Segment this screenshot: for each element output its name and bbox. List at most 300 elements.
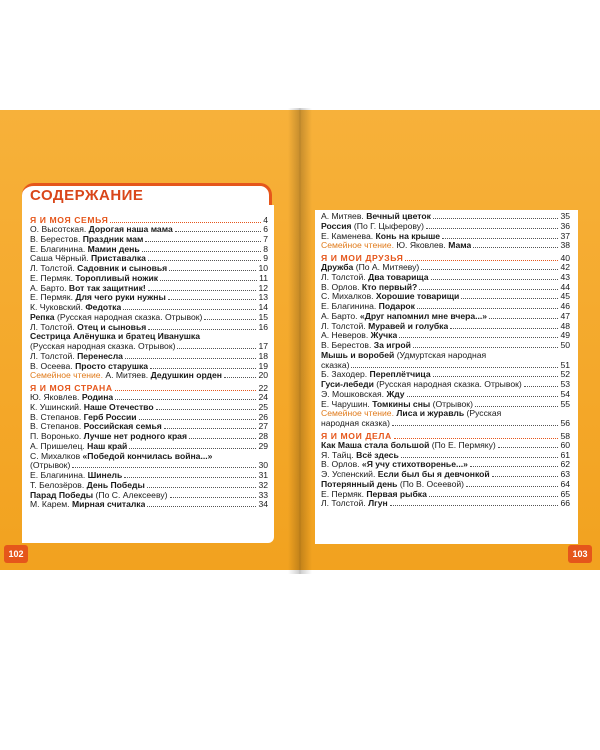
work-title: «Друг напомнил мне вчера...» [359,311,488,321]
toc-page-number: 14 [258,302,268,312]
leader-dots [147,506,256,507]
toc-entry-text [30,461,70,471]
toc-entry [321,322,570,332]
toc-entry-text [30,284,146,294]
author: О. Высотская. [30,225,89,234]
toc-entry-text [321,273,429,283]
leader-dots [148,329,256,330]
family-reading-label: Семейное чтение. [321,408,397,419]
work-title: Родина [81,393,114,402]
toc-page-number: 4 [263,215,268,225]
toc-entry [321,470,570,480]
toc-entry [30,393,268,403]
toc-entry [30,274,268,284]
leader-dots [405,260,558,261]
leader-dots [426,228,558,229]
work-title: Федотка [85,303,122,312]
toc-section-heading [321,253,570,263]
leader-dots [401,457,559,458]
section-title: Я И МОИ ДРУЗЬЯ [321,253,404,263]
leader-dots [433,376,559,377]
work-title: Гуси-лебеди [321,380,377,389]
toc-entry [30,362,268,372]
work-note: (Отрывок) [30,461,71,471]
leader-dots [413,347,558,348]
work-title: Первая рыбка [366,489,427,499]
work-title: Мышь и воробей [321,349,397,360]
toc-entry [321,273,570,283]
leader-dots [142,251,262,252]
toc-entry-text [321,380,522,390]
toc-page-number: 49 [560,330,570,341]
toc-entry-text [321,232,440,242]
right-toc-list [315,210,578,544]
leader-dots [72,467,256,468]
toc-entry [321,283,570,293]
toc-page-number: 55 [560,398,570,409]
toc-entry [321,419,570,429]
book-spine [288,108,312,574]
work-title: Вечный цветок [366,212,431,221]
toc-entry-text [321,322,448,332]
author: Е. Пермяк. [30,273,76,283]
toc-entry-text [321,460,468,470]
toc-entry-text [30,471,122,481]
toc-page-number: 52 [560,369,570,380]
work-title: Праздник мам [82,234,144,244]
author: Э. Мошковская. [321,389,387,399]
toc-entry [321,263,570,273]
author: А. Барто. [30,283,69,293]
toc-entry [30,264,268,274]
work-title: Наше Отечество [83,402,154,412]
author: В. Берестов. [30,234,83,244]
toc-entry [30,225,268,235]
toc-entry [321,361,570,371]
toc-entry [321,490,570,500]
toc-entry-text [321,470,490,480]
toc-page-number: 11 [259,272,268,283]
author: Е. Пермяк. [30,293,76,303]
author: Л. Толстой. [30,322,78,332]
work-title: Мирная считалка [71,500,146,510]
author: Саша Чёрный. [30,254,91,264]
toc-entry-text [321,283,417,293]
toc-page-number: 53 [560,379,570,389]
toc-page-number: 63 [560,469,570,479]
toc-entry-text [30,245,140,255]
leader-dots [160,280,257,281]
toc-entry-text [30,393,113,403]
work-title: Хорошие товарищи [375,292,460,302]
toc-entry-text [30,235,143,245]
toc-entry-text [30,293,166,303]
toc-page-number: 50 [560,340,570,350]
toc-entry-text [321,361,349,371]
leader-dots [164,428,257,429]
leader-dots [470,466,559,467]
toc-page-number: 31 [258,470,268,480]
work-title: Мама [448,241,472,251]
toc-entry [321,292,570,302]
work-title: Просто старушка [75,361,149,371]
toc-entry [321,460,570,470]
toc-entry-text [321,292,459,302]
toc-page-number: 56 [560,418,570,428]
leader-dots [129,448,256,449]
family-reading-label: Семейное чтение. [321,241,397,251]
author: Е. Благинина. [30,471,88,480]
toc-entry-text [321,302,415,312]
toc-entry [321,222,570,232]
leader-dots [421,269,558,270]
toc-page-number: 28 [258,431,268,441]
toc-entry-first-line [321,351,570,361]
author: К. Чуковский. [30,303,86,312]
toc-page-number: 43 [560,271,570,282]
toc-entry [30,461,268,471]
toc-entry-text [30,403,154,413]
toc-page-number: 37 [560,230,570,241]
toc-entry-text [30,313,202,323]
toc-page-number: 7 [263,233,268,244]
leader-dots [429,496,559,497]
toc-entry [321,499,570,509]
toc-entry-text [321,451,399,461]
toc-page-number: 32 [258,479,268,490]
work-title: Два товарища [368,272,429,282]
leader-dots [125,358,256,359]
toc-entry-text [30,371,222,381]
leader-dots [524,386,559,387]
toc-entry-text [321,441,496,451]
work-title: Мамин день [87,244,140,254]
toc-entry [30,313,268,323]
work-title: Дружба [321,263,356,272]
work-title: Как Маша стала большой [321,440,432,450]
leader-dots [204,319,256,320]
author: Л. Толстой. [30,351,78,361]
leader-dots [392,425,559,426]
author: Е. Каменева. [321,231,376,241]
toc-entry [30,403,268,413]
toc-section-heading [30,215,268,225]
leader-dots [139,419,257,420]
work-title: Россия [321,221,354,231]
work-title: Приставалка [90,254,146,264]
work-title: Подарок [378,302,415,311]
work-title: Лучше нет родного края [83,432,187,441]
toc-entry-text [321,490,427,500]
toc-entry-text [30,303,121,313]
toc-entry-text [321,419,390,429]
toc-page-number: 44 [560,281,570,292]
toc-page-number: 48 [560,320,570,331]
author: К. Ушинский. [30,402,84,412]
family-reading-label: Семейное чтение. [30,371,106,381]
leader-dots [466,486,558,487]
leader-dots [417,308,558,309]
toc-entry-text [30,264,167,274]
toc-entry [30,481,268,491]
work-title: Парад Победы [30,490,96,500]
toc-entry-text [30,342,175,352]
leader-dots [407,396,559,397]
toc-page-number: 26 [258,411,268,422]
toc-page-number: 58 [560,430,570,441]
leader-dots [170,497,257,498]
work-note: (Русская народная сказка. Отрывок) [376,380,522,389]
toc-entry [30,245,268,255]
toc-entry [321,212,570,222]
toc-entry-text [30,491,168,501]
author: Я. Тайц. [321,450,357,460]
toc-page-number: 47 [560,310,570,321]
author: Л. Толстой. [321,272,369,282]
work-title: Отец и сыновья [77,322,147,332]
work-title: Герб России [83,412,137,422]
author: А. Митяев. [321,212,367,221]
work-title: Вот так защитник! [68,283,146,293]
toc-entry [30,500,268,510]
toc-entry [30,284,268,294]
toc-section-heading [321,431,570,441]
work-title: Сестрица Алёнушка и братец Иванушка [30,331,200,342]
toc-entry [321,441,570,451]
work-note: (Русская народная сказка. Отрывок) [30,342,176,351]
toc-entry-text [321,370,431,380]
author: Л. Толстой. [321,321,369,331]
work-note: (По С. Алексееву) [95,490,168,500]
toc-page-number: 65 [560,488,570,499]
leader-dots [147,487,257,488]
toc-page-number: 13 [258,292,268,303]
leader-dots [145,241,261,242]
leader-dots [419,289,558,290]
author: А. Неверов. [321,331,371,341]
leader-dots [492,476,559,477]
toc-page-number: 15 [258,311,268,322]
author: Е. Чарушин. [321,399,373,409]
author: В. Берестов. [321,341,374,350]
work-title: Репка [30,312,57,322]
work-title: Муравей и голубка [368,321,449,331]
toc-page-number: 51 [560,359,570,370]
leader-dots [123,309,256,310]
right-page-number: 103 [568,545,592,563]
leader-dots [351,367,558,368]
toc-entry [321,390,570,400]
work-note: народная сказка) [321,419,390,428]
leader-dots [399,337,558,338]
toc-entry [30,254,268,264]
work-title: Дорогая наша мама [88,225,173,234]
work-title: «Я учу стихотворенье...» [361,460,468,470]
work-note: (По Е. Пермяку) [431,440,496,450]
toc-entry-text [321,331,397,341]
left-toc-list [22,205,274,543]
author: Л. Толстой. [30,264,78,273]
toc-entry-text [321,312,487,322]
author: Е. Благинина. [321,302,379,311]
toc-entry [321,380,570,390]
toc-page-number: 33 [258,489,268,500]
toc-page-number: 42 [560,262,570,272]
work-title: Конь на крыше [375,231,441,241]
work-title: Лгун [368,499,388,509]
toc-page-number: 30 [258,460,268,471]
toc-page-number: 19 [258,360,268,371]
toc-entry [30,491,268,501]
toc-page-number: 8 [263,243,268,254]
author: Е. Пермяк. [321,489,367,499]
leader-dots [461,298,558,299]
leader-dots [489,318,558,319]
toc-page-number: 45 [560,291,570,302]
leader-dots [148,260,261,261]
section-title: Я И МОИ ДЕЛА [321,430,392,441]
toc-entry [30,352,268,362]
work-title: Для чего руки нужны [75,293,166,303]
leader-dots [177,348,256,349]
toc-page-number: 18 [258,350,268,361]
toc-entry [321,331,570,341]
work-title: Дедушкин орден [150,371,222,381]
work-title: Всё здесь [356,450,399,460]
page-title: СОДЕРЖАНИЕ [30,187,144,204]
toc-page-number: 54 [560,388,570,399]
toc-entry [321,241,570,251]
work-note: (Отрывок) [432,399,473,409]
author: Ю. Яковлев. [30,393,82,402]
leader-dots [475,406,559,407]
toc-entry-first-line [30,452,268,462]
author: А. Пришелец. [30,441,88,451]
toc-page-number: 40 [560,253,570,263]
author: Е. Благинина. [30,244,88,254]
toc-entry-text [30,225,173,235]
toc-page-number: 61 [560,449,570,460]
leader-dots [110,222,261,223]
toc-entry-text [30,254,146,264]
author: М. Карем. [30,500,72,510]
author: В. Степанов. [30,422,84,432]
work-title: Торопливый ножик [75,273,159,283]
toc-entry-text [30,422,162,432]
leader-dots [394,438,559,439]
author: В. Орлов. [321,460,362,470]
toc-entry [321,302,570,312]
toc-page-number: 10 [258,263,268,273]
work-title: Если был бы я девчонкой [377,470,490,479]
toc-page-number: 66 [560,498,570,509]
toc-page-number: 20 [258,370,268,381]
toc-page-number: 62 [560,459,570,470]
leader-dots [224,377,256,378]
toc-page-number: 29 [258,440,268,451]
toc-page-number: 24 [258,392,268,402]
toc-entry-text [30,481,145,491]
author: С. Михалков [30,450,83,461]
toc-entry [30,413,268,423]
leader-dots [115,399,256,400]
work-title: Переплётчица [369,370,431,380]
toc-entry-text [30,432,187,442]
work-title: Лиса и журавль [396,408,467,419]
toc-page-number: 34 [258,499,268,510]
work-note: (Удмуртская народная [396,349,487,360]
work-title: День Победы [86,480,145,490]
work-title: За игрой [373,341,411,350]
leader-dots [175,231,261,232]
author: В. Степанов. [30,412,84,422]
toc-page-number: 22 [258,383,268,393]
work-note: (По Г. Цыферову) [353,221,424,231]
toc-page-number: 38 [560,240,570,251]
toc-page-number: 6 [263,224,268,234]
work-note: (Русская народная сказка. Отрывок) [56,312,203,322]
toc-entry-text [30,500,145,510]
author: С. Михалков. [321,292,376,302]
toc-page-number: 16 [258,321,268,332]
leader-dots [498,447,559,448]
leader-dots [390,505,559,506]
leader-dots [450,328,558,329]
toc-page-number: 25 [258,401,268,412]
toc-entry-text [321,212,431,222]
work-title: Томкины сны [372,399,433,409]
toc-entry-first-line [321,409,570,419]
toc-entry [30,371,268,381]
author: Б. Заходер. [321,370,370,380]
toc-entry [321,232,570,242]
leader-dots [189,438,256,439]
toc-entry [30,471,268,481]
toc-page-number: 64 [560,478,570,489]
author: Ю. Яковлев. [396,241,449,251]
work-title: Российская семья [83,422,162,432]
work-note: (По В. Осеевой) [399,479,465,489]
toc-entry-text [321,241,471,251]
toc-page-number: 27 [258,421,268,432]
toc-entry-text [321,263,419,273]
leader-dots [148,290,257,291]
toc-entry [30,432,268,442]
leader-dots [433,218,559,219]
left-page-number: 102 [4,545,28,563]
leader-dots [169,270,256,271]
work-note: (Русская [466,408,502,419]
work-title: Садовник и сыновья [77,264,168,273]
author: Э. Успенский. [321,470,378,479]
toc-page-number: 36 [560,220,570,231]
toc-entry [30,293,268,303]
leader-dots [115,390,257,391]
work-title: Потерянный день [321,479,400,489]
leader-dots [431,279,559,280]
author: В. Орлов. [321,282,362,292]
leader-dots [124,477,256,478]
leader-dots [473,247,558,248]
toc-entry-text [321,222,424,232]
toc-entry [321,451,570,461]
toc-page-number: 35 [560,211,570,221]
author: П. Воронько. [30,432,84,441]
work-title: «Победой кончилась война...» [82,450,213,461]
author: А. Митяев. [105,371,151,381]
toc-entry [30,342,268,352]
toc-entry [30,235,268,245]
